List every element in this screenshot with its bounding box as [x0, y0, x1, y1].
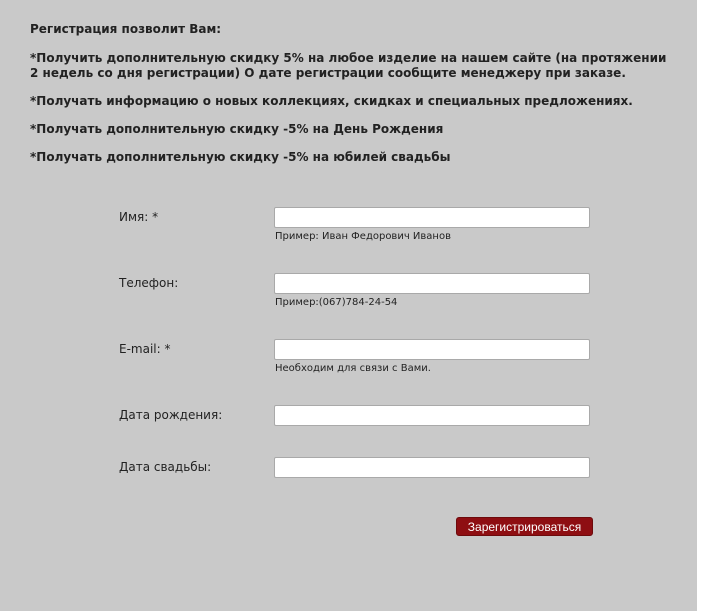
benefit-item: *Получать дополнительную скидку -5% на День Рождения — [30, 122, 444, 136]
name-input[interactable] — [274, 207, 590, 228]
phone-input[interactable] — [274, 273, 590, 294]
wedding-date-label: Дата свадьбы: — [119, 460, 212, 474]
registration-benefits — [30, 22, 670, 178]
birthday-label: Дата рождения: — [119, 408, 223, 422]
register-button[interactable]: Зарегистрироваться — [456, 517, 593, 536]
benefits-heading: Регистрация позволит Вам: — [30, 22, 222, 36]
benefit-item: *Получать дополнительную скидку -5% на юбилей свадьбы — [30, 150, 451, 164]
name-label: Имя: * — [119, 210, 159, 224]
email-input[interactable] — [274, 339, 590, 360]
birthday-input[interactable] — [274, 405, 590, 426]
phone-label: Телефон: — [119, 276, 179, 290]
phone-hint: Пример:(067)784-24-54 — [275, 297, 398, 308]
benefit-item: *Получать информацию о новых коллекциях, скидках и специальных предложениях. — [30, 94, 633, 108]
benefit-item: *Получить дополнительную скидку 5% на любое изделие на нашем сайте (на протяжении 2 недель со дня регистрации) О дате регистрации сообщите менеджеру при заказе. — [30, 51, 667, 80]
name-hint: Пример: Иван Федорович Иванов — [275, 231, 451, 242]
wedding-date-input[interactable] — [274, 457, 590, 478]
email-label: E-mail: * — [119, 342, 171, 356]
email-hint: Необходим для связи с Вами. — [275, 363, 431, 374]
